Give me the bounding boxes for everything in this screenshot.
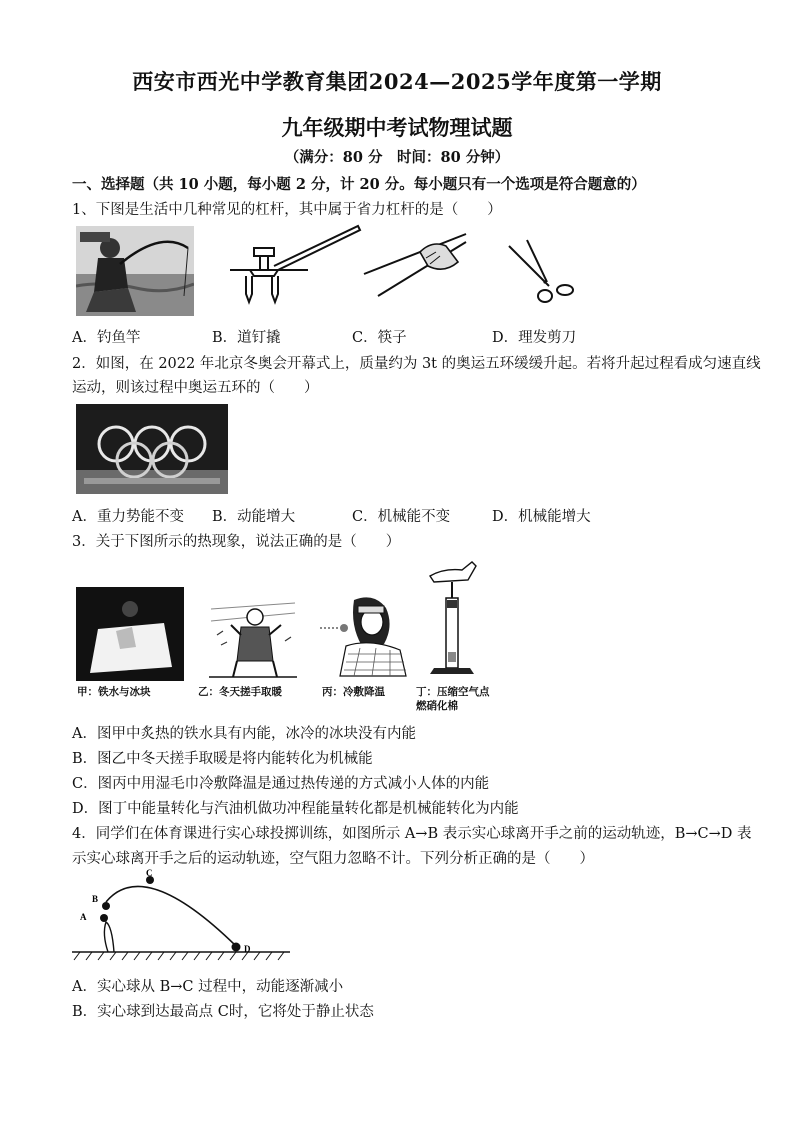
q1-option-d[interactable]: D．理发剪刀 [492, 330, 577, 346]
q4-label-a: A [80, 912, 87, 922]
q4-label-b: B [92, 894, 99, 904]
q3-caption-bing: 丙：冷敷降温 [322, 686, 385, 698]
q4-stem-line2: 示实心球离开手之后的运动轨迹，空气阻力忽略不计。下列分析正确的是（ ） [72, 851, 594, 867]
q1-spike-lever-figure [228, 222, 362, 308]
q3-option-c[interactable]: C．图丙中用湿毛巾冷敷降温是通过热传递的方式减小人体的内能 [72, 776, 490, 792]
q2-option-d[interactable]: D．机械能增大 [492, 509, 591, 525]
q4-option-a[interactable]: A．实心球从 B→C 过程中，动能逐渐减小 [72, 979, 344, 995]
q2-options [72, 505, 732, 526]
q1-stem: 1、下图是生活中几种常见的杠杆，其中属于省力杠杆的是（ ） [72, 202, 502, 218]
q1-options [72, 326, 732, 347]
exam-title-line1: 西安市西光中学教育集团2024—2025学年度第一学期 [132, 69, 662, 94]
q1-option-a[interactable]: A．钓鱼竿 [72, 330, 141, 346]
q2-stem-line1: 2．如图，在 2022 年北京冬奥会开幕式上，质量约为 3t 的奥运五环缓缓升起。若将升起过程看成匀速直线 [72, 356, 761, 372]
q3-caption-ding-line1: 丁：压缩空气点 [416, 686, 490, 698]
q4-label-c: C [146, 868, 153, 878]
q3-caption-jia: 甲：铁水与冰块 [77, 686, 151, 698]
q3-option-b[interactable]: B．图乙中冬天搓手取暖是将内能转化为机械能 [72, 751, 373, 767]
q2-option-b[interactable]: B．动能增大 [212, 509, 296, 525]
q3-option-d[interactable]: D．图丁中能量转化与汽油机做功冲程能量转化都是机械能转化为内能 [72, 801, 519, 817]
section-heading: 一、选择题（共 10 小题，每小题 2 分，计 20 分。每小题只有一个选项是符合题意的） [72, 176, 646, 193]
q3-molten-iron-figure [76, 587, 184, 681]
exam-title-line2: 九年级期中考试物理试题 [281, 115, 513, 140]
q3-stem: 3．关于下图所示的热现象，说法正确的是（ ） [72, 534, 401, 550]
q4-option-b[interactable]: B．实心球到达最高点 C时，它将处于静止状态 [72, 1004, 374, 1020]
q3-option-a[interactable]: A．图甲中炙热的铁水具有内能，冰冷的冰块没有内能 [72, 726, 416, 742]
q1-fishing-rod-figure [76, 226, 194, 316]
q3-caption-ding-line2: 燃硝化棉 [416, 700, 458, 712]
q2-option-c[interactable]: C．机械能不变 [352, 509, 451, 525]
q4-stem-line1: 4．同学们在体育课进行实心球投掷训练，如图所示 A→B 表示实心球离开手之前的运动轨迹，B→C→D 表 [72, 826, 752, 842]
q3-air-compression-figure [422, 560, 478, 680]
q3-cold-compress-figure [320, 592, 414, 680]
q1-option-c[interactable]: C．筷子 [352, 330, 407, 346]
q3-caption-yi: 乙：冬天搓手取暖 [198, 686, 282, 698]
q2-stem-line2: 运动，则该过程中奥运五环的（ ） [72, 380, 319, 396]
q2-option-a[interactable]: A．重力势能不变 [72, 509, 184, 525]
q1-scissors-figure [505, 238, 577, 310]
q4-label-d: D [244, 944, 251, 954]
score-info: （满分：80 分 时间：80 分钟） [284, 149, 510, 166]
q1-option-b[interactable]: B．道钉撬 [212, 330, 281, 346]
q3-rubbing-hands-figure [207, 595, 299, 681]
q2-olympic-rings-figure [76, 404, 228, 494]
q1-chopsticks-figure [360, 222, 470, 302]
q4-trajectory-figure [72, 868, 292, 964]
